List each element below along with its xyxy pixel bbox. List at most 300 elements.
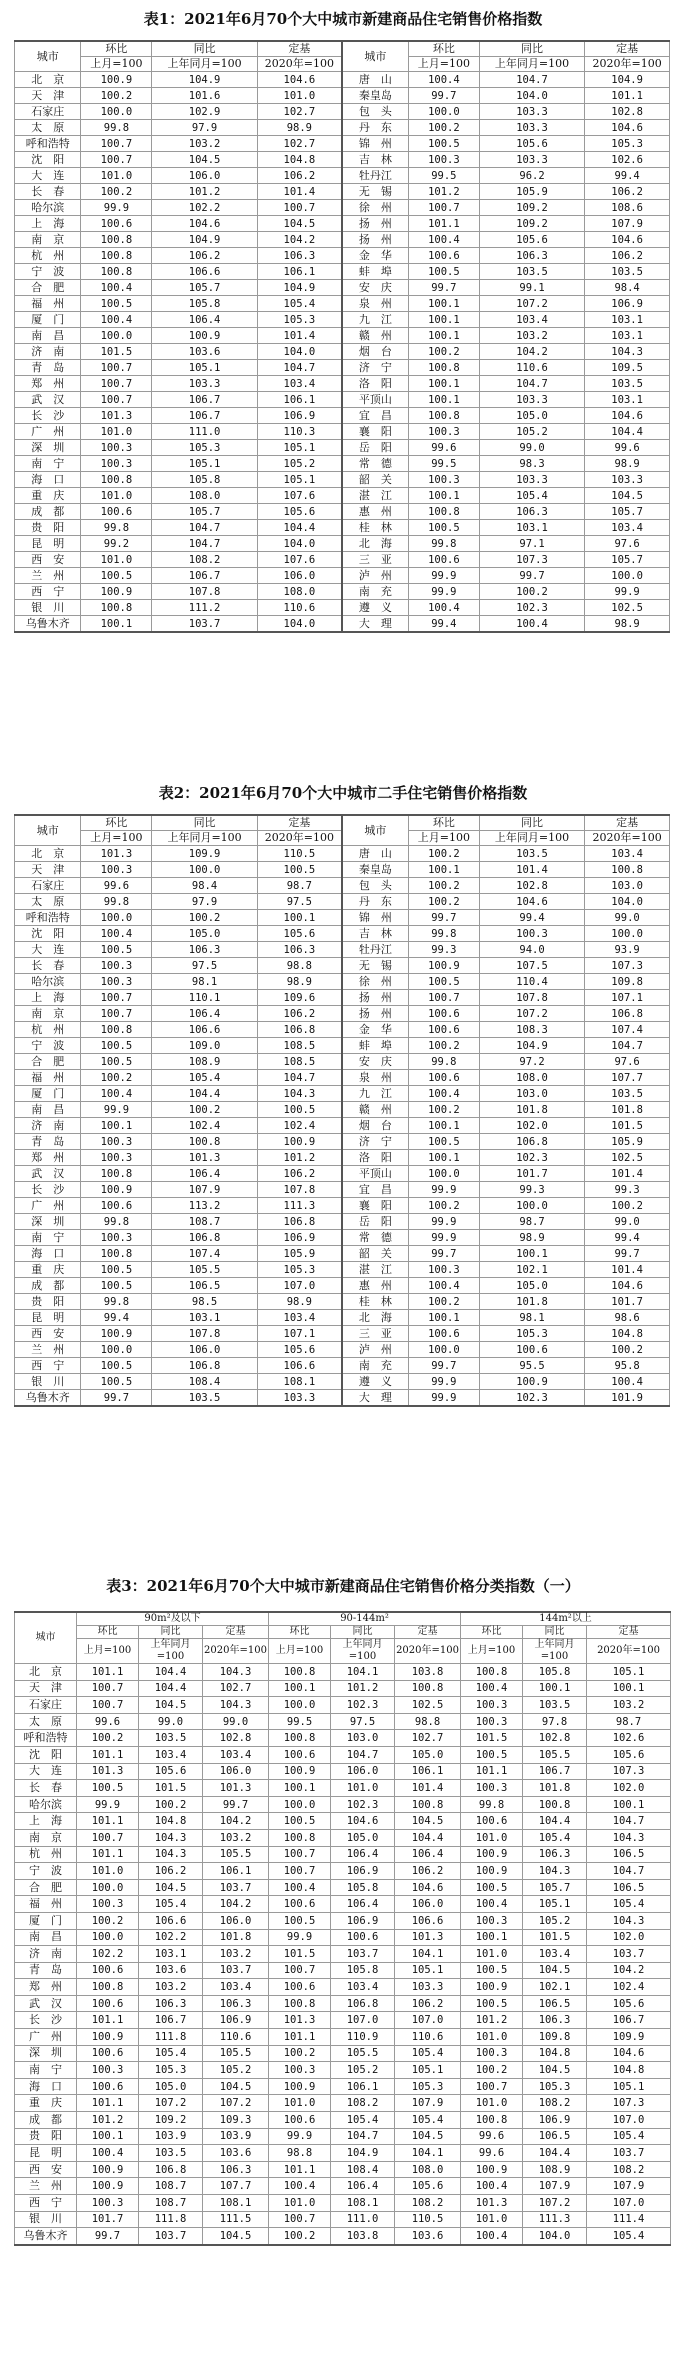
medium-yoy-value: 106.4 <box>331 2178 395 2195</box>
medium-mom-value: 100.5 <box>269 1813 331 1830</box>
large-base-value: 106.7 <box>587 2012 671 2029</box>
yoy-value: 108.2 <box>152 552 257 568</box>
yoy-value: 101.8 <box>479 1294 584 1310</box>
table-row <box>15 1118 670 1134</box>
yoy-value: 104.9 <box>152 232 257 248</box>
city-name: 牡丹江 <box>342 942 408 958</box>
table-row <box>15 600 670 616</box>
city-name: 厦 门 <box>15 1086 81 1102</box>
yoy-value: 106.0 <box>152 168 257 184</box>
small-mom-value: 101.1 <box>77 1813 139 1830</box>
yoy-value: 98.4 <box>152 878 257 894</box>
city-name: 洛 阳 <box>342 376 408 392</box>
header-dj-sub: 2020年=100 <box>257 57 342 72</box>
table-row <box>15 536 670 552</box>
medium-base-value: 103.8 <box>395 1664 461 1681</box>
large-mom-value: 99.6 <box>461 2145 523 2162</box>
header-hb-sub: 上月=100 <box>81 831 152 846</box>
table-row <box>15 1198 670 1214</box>
large-mom-value: 101.0 <box>461 2029 523 2046</box>
city-name: 南 京 <box>15 232 81 248</box>
mom-value: 100.8 <box>81 232 152 248</box>
city-name: 惠 州 <box>342 504 408 520</box>
mom-value: 99.7 <box>81 1390 152 1407</box>
mom-value: 101.1 <box>408 216 479 232</box>
base-value: 102.7 <box>257 104 342 120</box>
yoy-value: 111.0 <box>152 424 257 440</box>
mom-value: 99.9 <box>408 584 479 600</box>
base-value: 104.6 <box>585 1278 670 1294</box>
table-row <box>15 88 670 104</box>
table-row <box>15 974 670 990</box>
yoy-value: 106.7 <box>152 408 257 424</box>
city-name: 哈尔滨 <box>15 1796 77 1813</box>
city-name: 银 川 <box>15 1374 81 1390</box>
small-base-value: 103.2 <box>203 1829 269 1846</box>
yoy-value: 97.9 <box>152 120 257 136</box>
yoy-value: 105.3 <box>152 440 257 456</box>
table-row <box>15 2128 671 2145</box>
mom-value: 100.2 <box>408 846 479 862</box>
small-yoy-value: 105.4 <box>139 1896 203 1913</box>
base-value: 102.5 <box>585 1150 670 1166</box>
medium-mom-value: 100.7 <box>269 2211 331 2228</box>
base-value: 99.0 <box>585 1214 670 1230</box>
large-base-value: 104.7 <box>587 1813 671 1830</box>
header-hb: 环比 <box>408 41 479 57</box>
table-row <box>15 878 670 894</box>
base-value: 102.7 <box>257 136 342 152</box>
yoy-value: 97.5 <box>152 958 257 974</box>
header-dj: 定基 <box>257 41 342 57</box>
header-tb: 同比 <box>139 1626 203 1639</box>
small-yoy-value: 105.6 <box>139 1763 203 1780</box>
city-name: 南 充 <box>342 584 408 600</box>
mom-value: 100.8 <box>81 264 152 280</box>
yoy-value: 106.4 <box>152 312 257 328</box>
yoy-value: 106.0 <box>152 1342 257 1358</box>
city-name: 福 州 <box>15 1896 77 1913</box>
city-name: 哈尔滨 <box>15 974 81 990</box>
city-name: 南 宁 <box>15 456 81 472</box>
mom-value: 100.8 <box>81 1246 152 1262</box>
city-name: 牡丹江 <box>342 168 408 184</box>
base-value: 100.0 <box>585 926 670 942</box>
large-yoy-value: 102.8 <box>523 1730 587 1747</box>
base-value: 104.9 <box>585 72 670 88</box>
yoy-value: 100.9 <box>152 328 257 344</box>
city-name: 西 安 <box>15 552 81 568</box>
city-name: 成 都 <box>15 504 81 520</box>
large-yoy-value: 106.5 <box>523 1995 587 2012</box>
table-row <box>15 296 670 312</box>
mom-value: 101.0 <box>81 488 152 504</box>
table-row <box>15 2178 671 2195</box>
city-name: 宜 昌 <box>342 1182 408 1198</box>
city-name: 九 江 <box>342 1086 408 1102</box>
medium-base-value: 103.3 <box>395 1979 461 1996</box>
city-name: 唐 山 <box>342 846 408 862</box>
mom-value: 100.7 <box>408 990 479 1006</box>
base-value: 104.7 <box>257 360 342 376</box>
yoy-value: 103.3 <box>479 104 584 120</box>
small-yoy-value: 106.7 <box>139 2012 203 2029</box>
header-hb: 环比 <box>269 1626 331 1639</box>
base-value: 104.0 <box>257 536 342 552</box>
table-row <box>15 990 670 1006</box>
mom-value: 100.0 <box>408 1342 479 1358</box>
base-value: 106.0 <box>257 568 342 584</box>
city-name: 成 都 <box>15 2112 77 2129</box>
city-name: 扬 州 <box>342 216 408 232</box>
yoy-value: 102.2 <box>152 200 257 216</box>
yoy-value: 108.0 <box>479 1070 584 1086</box>
city-name: 三 亚 <box>342 1326 408 1342</box>
city-name: 太 原 <box>15 120 81 136</box>
yoy-value: 104.0 <box>479 88 584 104</box>
large-mom-value: 101.0 <box>461 2095 523 2112</box>
small-mom-value: 100.7 <box>77 1680 139 1697</box>
mom-value: 99.6 <box>81 878 152 894</box>
city-name: 广 州 <box>15 1198 81 1214</box>
table-row <box>15 2045 671 2062</box>
small-yoy-value: 105.3 <box>139 2062 203 2079</box>
medium-mom-value: 98.8 <box>269 2145 331 2162</box>
medium-mom-value: 100.6 <box>269 1979 331 1996</box>
table-row <box>15 1796 671 1813</box>
yoy-value: 103.1 <box>479 520 584 536</box>
header-dj: 定基 <box>587 1626 671 1639</box>
table2 <box>14 814 670 1407</box>
city-name: 安 庆 <box>342 1054 408 1070</box>
city-name: 三 亚 <box>342 552 408 568</box>
large-base-value: 107.0 <box>587 2112 671 2129</box>
mom-value: 99.9 <box>408 1390 479 1407</box>
large-mom-value: 100.4 <box>461 2178 523 2195</box>
small-base-value: 102.8 <box>203 1730 269 1747</box>
small-base-value: 106.3 <box>203 2161 269 2178</box>
base-value: 99.4 <box>585 168 670 184</box>
city-name: 乌鲁木齐 <box>15 616 81 633</box>
small-base-value: 104.5 <box>203 2078 269 2095</box>
small-base-value: 109.3 <box>203 2112 269 2129</box>
base-value: 102.6 <box>585 152 670 168</box>
medium-yoy-value: 103.0 <box>331 1730 395 1747</box>
table-row <box>15 552 670 568</box>
mom-value: 100.6 <box>81 216 152 232</box>
small-base-value: 103.2 <box>203 1946 269 1963</box>
yoy-value: 103.5 <box>152 1390 257 1407</box>
city-name: 沈 阳 <box>15 1746 77 1763</box>
yoy-value: 100.2 <box>479 584 584 600</box>
small-base-value: 107.7 <box>203 2178 269 2195</box>
yoy-value: 102.9 <box>152 104 257 120</box>
city-name: 海 口 <box>15 2078 77 2095</box>
base-value: 105.1 <box>257 472 342 488</box>
mom-value: 100.1 <box>408 312 479 328</box>
base-value: 106.1 <box>257 264 342 280</box>
base-value: 105.9 <box>257 1246 342 1262</box>
mom-value: 100.5 <box>81 942 152 958</box>
mom-value: 100.8 <box>81 472 152 488</box>
large-mom-value: 100.9 <box>461 1863 523 1880</box>
city-name: 南 充 <box>342 1358 408 1374</box>
base-value: 100.2 <box>585 1342 670 1358</box>
city-name: 宁 波 <box>15 264 81 280</box>
mom-value: 100.5 <box>81 1262 152 1278</box>
city-name: 南 京 <box>15 1829 77 1846</box>
base-value: 102.5 <box>585 600 670 616</box>
table-row <box>15 1006 670 1022</box>
table-row <box>15 1879 671 1896</box>
large-yoy-value: 106.7 <box>523 1763 587 1780</box>
large-mom-value: 100.5 <box>461 1962 523 1979</box>
medium-base-value: 110.5 <box>395 2211 461 2228</box>
yoy-value: 106.4 <box>152 1006 257 1022</box>
medium-base-value: 108.2 <box>395 2195 461 2212</box>
small-mom-value: 100.2 <box>77 1912 139 1929</box>
table-row <box>15 1664 671 1681</box>
header-hb-sub: 上月=100 <box>77 1639 139 1664</box>
large-mom-value: 100.3 <box>461 1713 523 1730</box>
small-yoy-value: 101.5 <box>139 1780 203 1797</box>
base-value: 101.8 <box>585 1102 670 1118</box>
city-name: 青 岛 <box>15 360 81 376</box>
yoy-value: 105.1 <box>152 360 257 376</box>
city-name: 呼和浩特 <box>15 1730 77 1747</box>
base-value: 105.3 <box>585 136 670 152</box>
mom-value: 100.0 <box>81 104 152 120</box>
city-name: 无 锡 <box>342 958 408 974</box>
header-city: 城市 <box>342 815 408 846</box>
city-name: 广 州 <box>15 424 81 440</box>
mom-value: 99.4 <box>81 1310 152 1326</box>
mom-value: 100.6 <box>408 1006 479 1022</box>
large-base-value: 105.4 <box>587 1896 671 1913</box>
mom-value: 100.6 <box>408 1326 479 1342</box>
table-row <box>15 488 670 504</box>
city-name: 杭 州 <box>15 248 81 264</box>
large-base-value: 107.3 <box>587 1763 671 1780</box>
large-yoy-value: 106.9 <box>523 2112 587 2129</box>
city-name: 上 海 <box>15 216 81 232</box>
medium-mom-value: 100.0 <box>269 1796 331 1813</box>
mom-value: 100.4 <box>408 72 479 88</box>
table2-title: 表2：2021年6月70个大中城市二手住宅销售价格指数 <box>158 784 528 802</box>
base-value: 105.1 <box>257 440 342 456</box>
medium-base-value: 101.4 <box>395 1780 461 1797</box>
base-value: 97.6 <box>585 536 670 552</box>
large-yoy-value: 107.9 <box>523 2178 587 2195</box>
header-tb-sub: 上年同月=100 <box>479 831 584 846</box>
table-row <box>15 2062 671 2079</box>
small-base-value: 103.4 <box>203 1746 269 1763</box>
city-name: 广 州 <box>15 2029 77 2046</box>
mom-value: 100.6 <box>408 552 479 568</box>
mom-value: 101.3 <box>81 408 152 424</box>
city-name: 徐 州 <box>342 974 408 990</box>
city-name: 昆 明 <box>15 536 81 552</box>
medium-mom-value: 100.2 <box>269 2045 331 2062</box>
large-base-value: 104.7 <box>587 1863 671 1880</box>
yoy-value: 106.8 <box>152 1230 257 1246</box>
mom-value: 101.3 <box>81 846 152 862</box>
small-yoy-value: 104.8 <box>139 1813 203 1830</box>
mom-value: 100.2 <box>408 120 479 136</box>
city-name: 宜 昌 <box>342 408 408 424</box>
table-row <box>15 1390 670 1407</box>
city-name: 常 德 <box>342 1230 408 1246</box>
city-name: 西 宁 <box>15 584 81 600</box>
large-mom-value: 101.2 <box>461 2012 523 2029</box>
yoy-value: 98.9 <box>479 1230 584 1246</box>
large-base-value: 105.4 <box>587 2228 671 2245</box>
small-yoy-value: 104.3 <box>139 1846 203 1863</box>
large-yoy-value: 106.3 <box>523 2012 587 2029</box>
medium-mom-value: 99.9 <box>269 1929 331 1946</box>
base-value: 109.8 <box>585 974 670 990</box>
mom-value: 100.3 <box>408 472 479 488</box>
table-row <box>15 1214 670 1230</box>
city-name: 九 江 <box>342 312 408 328</box>
medium-base-value: 106.2 <box>395 1995 461 2012</box>
mom-value: 100.0 <box>81 1342 152 1358</box>
base-value: 105.3 <box>257 1262 342 1278</box>
base-value: 105.6 <box>257 1342 342 1358</box>
yoy-value: 102.1 <box>479 1262 584 1278</box>
large-yoy-value: 106.5 <box>523 2128 587 2145</box>
header-dj-sub: 2020年=100 <box>257 831 342 846</box>
medium-yoy-value: 106.0 <box>331 1763 395 1780</box>
mom-value: 99.9 <box>408 1214 479 1230</box>
medium-mom-value: 100.8 <box>269 1664 331 1681</box>
yoy-value: 103.3 <box>479 152 584 168</box>
mom-value: 100.6 <box>408 1022 479 1038</box>
base-value: 103.5 <box>585 264 670 280</box>
mom-value: 99.7 <box>408 1246 479 1262</box>
city-name: 宁 波 <box>15 1038 81 1054</box>
table-row <box>15 360 670 376</box>
yoy-value: 103.6 <box>152 344 257 360</box>
table3-title: 表3：2021年6月70个大中城市新建商品住宅销售价格分类指数（一） <box>106 1577 580 1595</box>
base-value: 99.3 <box>585 1182 670 1198</box>
large-yoy-value: 105.8 <box>523 1664 587 1681</box>
medium-base-value: 106.0 <box>395 1896 461 1913</box>
large-mom-value: 99.8 <box>461 1796 523 1813</box>
mom-value: 99.9 <box>81 1102 152 1118</box>
city-name: 洛 阳 <box>342 1150 408 1166</box>
base-value: 100.4 <box>585 1374 670 1390</box>
base-value: 100.9 <box>257 1134 342 1150</box>
city-name: 锦 州 <box>342 910 408 926</box>
mom-value: 100.9 <box>408 958 479 974</box>
yoy-value: 108.4 <box>152 1374 257 1390</box>
table1-body <box>15 72 670 633</box>
small-mom-value: 101.1 <box>77 1746 139 1763</box>
yoy-value: 104.5 <box>152 152 257 168</box>
large-mom-value: 101.5 <box>461 1730 523 1747</box>
mom-value: 99.4 <box>408 616 479 633</box>
city-name: 金 华 <box>342 248 408 264</box>
medium-mom-value: 100.8 <box>269 1995 331 2012</box>
large-mom-value: 100.2 <box>461 2062 523 2079</box>
yoy-value: 102.8 <box>479 878 584 894</box>
city-name: 昆 明 <box>15 1310 81 1326</box>
table-row <box>15 1697 671 1714</box>
large-yoy-value: 108.9 <box>523 2161 587 2178</box>
medium-base-value: 104.6 <box>395 1879 461 1896</box>
base-value: 106.2 <box>585 248 670 264</box>
large-mom-value: 100.1 <box>461 1929 523 1946</box>
yoy-value: 113.2 <box>152 1198 257 1214</box>
mom-value: 100.1 <box>408 296 479 312</box>
base-value: 103.4 <box>257 376 342 392</box>
base-value: 106.8 <box>257 1214 342 1230</box>
yoy-value: 104.4 <box>152 1086 257 1102</box>
table-row <box>15 1813 671 1830</box>
medium-base-value: 105.3 <box>395 2078 461 2095</box>
large-yoy-value: 104.5 <box>523 1962 587 1979</box>
yoy-value: 105.3 <box>479 1326 584 1342</box>
medium-mom-value: 100.6 <box>269 1746 331 1763</box>
city-name: 秦皇岛 <box>342 88 408 104</box>
table-row <box>15 1946 671 1963</box>
base-value: 105.6 <box>257 926 342 942</box>
large-base-value: 98.7 <box>587 1713 671 1730</box>
city-name: 大 连 <box>15 168 81 184</box>
yoy-value: 107.3 <box>479 552 584 568</box>
base-value: 110.3 <box>257 424 342 440</box>
header-hb-sub: 上月=100 <box>269 1639 331 1664</box>
city-name: 西 安 <box>15 1326 81 1342</box>
base-value: 100.2 <box>585 1198 670 1214</box>
base-value: 103.0 <box>585 878 670 894</box>
header-tb: 同比 <box>523 1626 587 1639</box>
medium-base-value: 100.8 <box>395 1796 461 1813</box>
medium-mom-value: 100.0 <box>269 1697 331 1714</box>
large-yoy-value: 105.1 <box>523 1896 587 1913</box>
city-name: 宁 波 <box>15 1863 77 1880</box>
city-name: 济 宁 <box>342 1134 408 1150</box>
mom-value: 99.6 <box>408 440 479 456</box>
large-mom-value: 100.9 <box>461 2161 523 2178</box>
yoy-value: 95.5 <box>479 1358 584 1374</box>
large-base-value: 105.1 <box>587 2078 671 2095</box>
city-name: 大 理 <box>342 616 408 633</box>
base-value: 99.7 <box>585 1246 670 1262</box>
base-value: 110.6 <box>257 600 342 616</box>
medium-yoy-value: 105.5 <box>331 2045 395 2062</box>
base-value: 104.8 <box>585 1326 670 1342</box>
city-name: 大 理 <box>342 1390 408 1407</box>
small-yoy-value: 103.1 <box>139 1946 203 1963</box>
yoy-value: 96.2 <box>479 168 584 184</box>
yoy-value: 104.2 <box>479 344 584 360</box>
mom-value: 100.2 <box>408 878 479 894</box>
yoy-value: 103.3 <box>479 392 584 408</box>
table-row <box>15 1829 671 1846</box>
small-base-value: 102.7 <box>203 1680 269 1697</box>
header-tb: 同比 <box>479 815 584 831</box>
city-name: 泉 州 <box>342 296 408 312</box>
small-base-value: 103.4 <box>203 1979 269 1996</box>
small-base-value: 101.3 <box>203 1780 269 1797</box>
medium-mom-value: 100.1 <box>269 1780 331 1797</box>
table-row <box>15 232 670 248</box>
large-yoy-value: 105.2 <box>523 1912 587 1929</box>
small-mom-value: 100.6 <box>77 2078 139 2095</box>
base-value: 105.3 <box>257 312 342 328</box>
